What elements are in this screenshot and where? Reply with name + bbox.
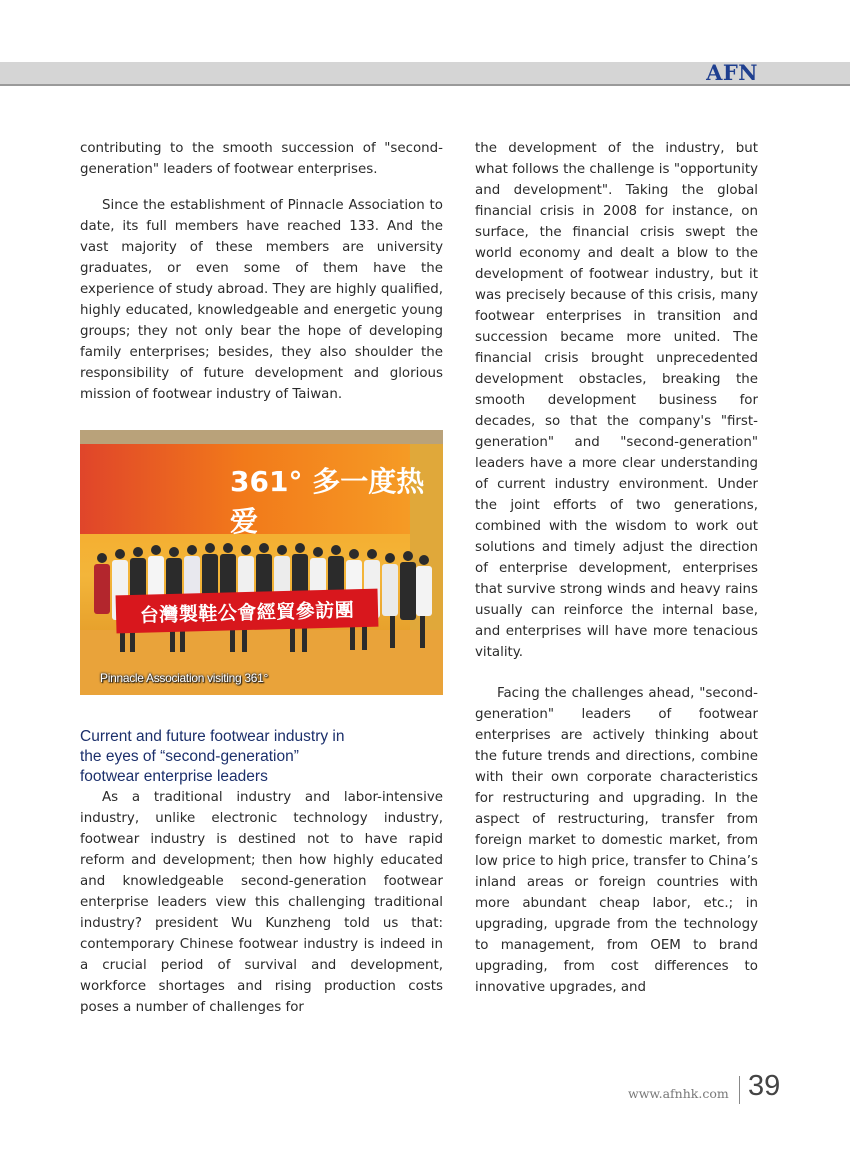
left-column [80,138,443,405]
section-heading [80,727,443,787]
page-number: 39 [748,1070,781,1102]
brand-logo: AFN [706,60,758,85]
left-paragraph-2: Since the establishment of Pinnacle Association to date, its full members have reached 133. And the vast majority of these members are university graduates, or even some of them have the experience of study abroad. They are highly qualified, highly educated, knowledgeable and energetic young groups; they not only bear the hope of developing family enterprises; besides, they also shoulder the responsibility of future development and glorious mission of footwear industry of Taiwan. [80,198,443,402]
section-heading-line-1: Current and future footwear industry in [80,728,345,745]
photo-caption: Pinnacle Association visiting 361° [100,671,269,685]
right-paragraph-2: Facing the challenges ahead, "second-generation" leaders of footwear enterprises are actively thinking about the future trends and directions, combine with their own corporate characteristics for restructuring and upgrading. In the aspect of restructuring, transfer from foreign market to domestic market, from low price to high price, transfer to China’s inland areas or foreign countries with more abundant cheap labor, etc.; in upgrading, upgrade from the technology to management, from OEM to brand upgrading, from cost differences to innovative upgrades, and [475,686,758,995]
right-column [475,138,758,998]
event-photo [80,430,443,695]
section-heading-line-2: the eyes of “second-generation” [80,748,299,765]
section-heading-line-3: footwear enterprise leaders [80,768,268,785]
section-paragraph-1: As a traditional industry and labor-intensive industry, unlike electronic technology industry, footwear industry is destined not to have rapid reform and development; then how highly educated and knowledgeable second-generation footwear enterprise leaders view this challenging traditional industry? president Wu Kunzheng told us that: contemporary Chinese footwear industry is indeed in a crucial period of survival and development, workforce shortages and rising production costs poses a number of challenges for [80,790,443,1015]
left-column-lower [80,787,443,1018]
right-paragraph-1: the development of the industry, but what follows the challenge is "opportunity and development". Taking the global financial crisis in 2008 for instance, on surface, the financial crisis swept the world economy and dealt a blow to the development of footwear industry, but it was precisely because of this crisis, many footwear enterprises in transition and succession became more united. The financial crisis brought unprecedented development obstacles, breaking the smooth development business for decades, so that the company's "first-generation" and "second-generation" leaders have a more clear understanding of current industry environment. Under the joint efforts of two generations, combined with the wisdom to work out solutions and timely adjust the direction of enterprise development, enterprises that survive strong winds and heavy rains usually can reinforce the internal base, and enterprises will have more tenacious vitality. [475,141,758,660]
photo-banner [116,589,379,634]
photo-banner-text: 台灣製鞋公會經貿參訪團 [139,599,355,627]
left-paragraph-1: contributing to the smooth succession of "second-generation" leaders of footwear enterprises. [80,141,443,177]
footer-divider [739,1076,740,1104]
footer-url: www.afnhk.com [628,1086,729,1101]
photo-sign-text: 361° 多一度热爱 [230,465,425,538]
